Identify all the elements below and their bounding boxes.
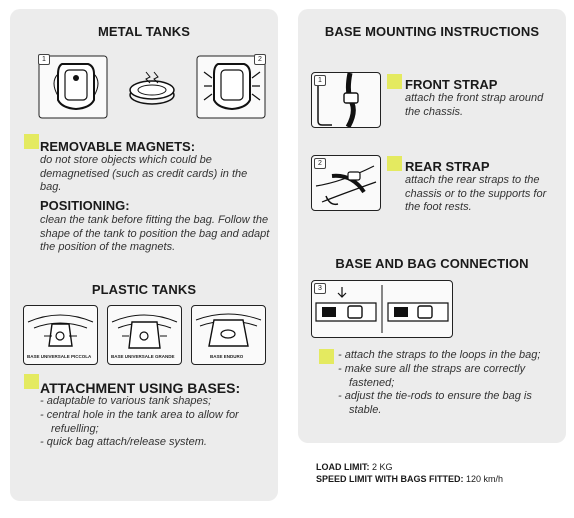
metal-tanks-illustration (38, 52, 266, 122)
base-large-caption: BASE UNIVERSALE GRANDE (111, 354, 175, 359)
accent-square (24, 374, 39, 389)
front-strap-heading: FRONT STRAP (405, 77, 498, 92)
base-mounting-heading: BASE MOUNTING INSTRUCTIONS (324, 24, 540, 39)
tank-base-icon (24, 306, 97, 356)
base-large-illustration (107, 305, 182, 365)
list-item: - quick bag attach/release system. (40, 436, 207, 449)
tank-bag-icon (38, 52, 266, 122)
accent-square (24, 134, 39, 149)
front-strap-illustration (311, 72, 381, 128)
base-small-illustration (23, 305, 98, 365)
step-2-badge: 2 (254, 54, 266, 65)
positioning-heading: POSITIONING: (40, 198, 130, 213)
list-item: - adaptable to various tank shapes; (40, 395, 212, 407)
base-small-caption: BASE UNIVERSALE PICCOLA (27, 354, 92, 359)
removable-magnets-heading: REMOVABLE MAGNETS: (40, 139, 196, 154)
load-limit-label: LOAD LIMIT: (316, 462, 370, 472)
rear-strap-heading: REAR STRAP (405, 159, 490, 174)
accent-square (387, 156, 402, 171)
speed-limit-label: SPEED LIMIT WITH BAGS FITTED: (316, 474, 464, 484)
list-item: - central hole in the tank area to allow for refuelling; (40, 408, 239, 435)
plastic-tanks-heading: PLASTIC TANKS (91, 282, 197, 297)
base-enduro-caption: BASE ENDURO (210, 354, 244, 359)
tank-base-icon (108, 306, 181, 356)
tank-base-icon (192, 306, 265, 356)
load-limit-value: 2 KG (372, 462, 393, 472)
connection-step-illustration (311, 280, 453, 338)
limits-block (316, 461, 503, 485)
accent-square (319, 349, 334, 364)
step-2-badge: 2 (314, 158, 326, 169)
rear-strap-text: attach the rear straps to the chassis or to the supports for the foot rests. (405, 174, 547, 214)
list-item: - attach the straps to the loops in the bag; (338, 349, 541, 361)
list-item: - adjust the tie-rods to ensure the bag is stable. (338, 390, 532, 417)
attachment-list (40, 395, 268, 450)
connection-list (338, 349, 548, 418)
load-limit-line (316, 461, 503, 473)
speed-limit-line (316, 473, 503, 485)
removable-magnets-text: do not store objects which could be demagnetised (such as credit cards) in the bag. (40, 154, 248, 194)
step-1-badge: 1 (38, 54, 50, 65)
accent-square (387, 74, 402, 89)
step-3-badge: 3 (314, 283, 326, 294)
rear-strap-illustration (311, 155, 381, 211)
front-strap-text: attach the front strap around the chassis. (405, 92, 544, 118)
metal-tanks-heading: METAL TANKS (97, 24, 191, 39)
base-bag-connection-heading: BASE AND BAG CONNECTION (335, 256, 529, 271)
step-1-badge: 1 (314, 75, 326, 86)
speed-limit-value: 120 km/h (466, 474, 504, 484)
attachment-heading: ATTACHMENT USING BASES: (40, 380, 241, 396)
buckle-icon (312, 281, 452, 337)
base-enduro-illustration (191, 305, 266, 365)
positioning-text: clean the tank before fitting the bag. Follow the shape of the tank to position the bag and adapt the position of the magnets. (40, 214, 270, 254)
list-item: - make sure all the straps are correctly fastened; (338, 362, 526, 389)
